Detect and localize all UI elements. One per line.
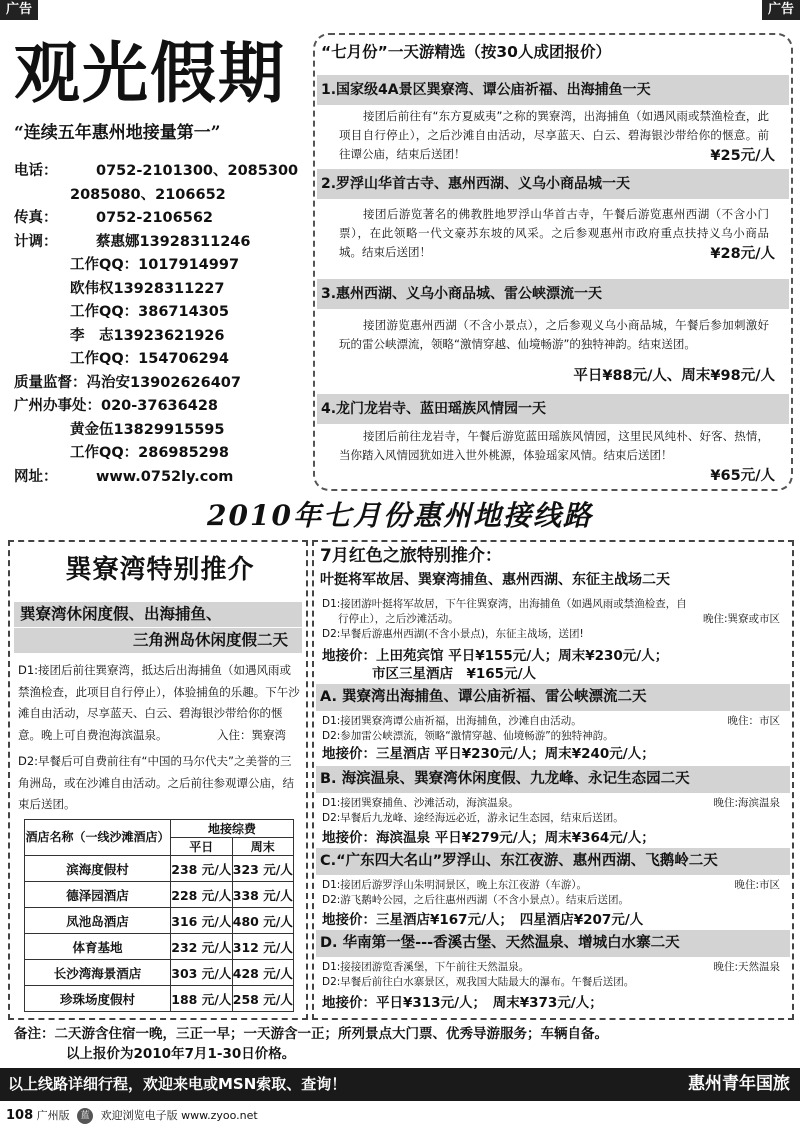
remarks-line: 备注：二天游含住宿一晚，三正一早；一天游含一正；所列景点大门票、优秀导游服务；车辆自备。 <box>14 1026 608 1042</box>
contact-value: 2085080、2106652 <box>70 186 226 203</box>
footer-agency: 惠州青年国旅 <box>688 1074 790 1094</box>
route-day2: D2:早餐后九龙峰、途经海远必近，游永记生态园，结束后送团。 <box>322 812 624 824</box>
route-day1-text: D1:接接团游览香溪堡，下午前往天然温泉。 <box>322 961 530 973</box>
route-title: B. 海滨温泉、巽寮湾休闲度假、九龙峰、永记生态园二天 <box>316 766 790 793</box>
contact-value: 工作QQ：154706294 <box>70 351 229 367</box>
route-day1-stay: 晚住:天然温泉 <box>713 961 780 973</box>
page-footer <box>0 1104 800 1128</box>
contact-value: 0752-2101300、2085300 <box>96 163 299 179</box>
day-tours-title: “七月份”一天游精选（按30人成团报价） <box>321 43 611 61</box>
route-day1-stay: 晚住:市区 <box>734 879 780 891</box>
table-header-price: 地接综费 <box>171 820 294 838</box>
xunliao-panel <box>8 540 308 1020</box>
table-row <box>25 986 294 1012</box>
hotel-weekday-cell: 228 元/人 <box>171 882 232 908</box>
hotel-name-cell: 凤池岛酒店 <box>25 908 171 934</box>
hotel-weekday-cell: 316 元/人 <box>171 908 232 934</box>
day-route-desc: 接团后前往龙岩寺，午餐后游览蓝田瑶族风情园，这里民风纯朴、好客、热情，当你踏入风情园犹如进入世外桃源，体验瑶家风情。结束后送团！ <box>339 429 769 462</box>
table-row <box>25 908 294 934</box>
hotel-weekend-cell: 428 元/人 <box>232 960 293 986</box>
hotel-weekday-cell: 303 元/人 <box>171 960 232 986</box>
brand-name: 观光假期 <box>14 34 286 112</box>
route-day2: D2:参加雷公峡漂流，领略“激情穿越、仙境畅游”的独特神韵。 <box>322 730 614 742</box>
contact-value: 欧伟权13928311227 <box>70 280 225 297</box>
day-route-title: 4.龙门龙岩寺、蓝田瑶族风情园一天 <box>317 394 789 424</box>
day-route-price: ¥28元/人 <box>710 246 775 262</box>
route-day1 <box>322 878 782 893</box>
contact-value: 冯治安13902626407 <box>86 374 241 391</box>
contact-line <box>14 160 312 184</box>
remarks-line: 以上报价为2010年7月1-30日价格。 <box>66 1046 296 1062</box>
contact-value: www.0752ly.com <box>96 468 234 485</box>
contact-value: 工作QQ：1017914997 <box>70 257 240 273</box>
red-tour-price: 地接价：上田苑宾馆 平日¥155元/人；周末¥230元/人； <box>322 648 669 664</box>
route-day2: D2:早餐后前往白水寨景区，观我国大陆最大的瀑布。午餐后送团。 <box>322 976 635 988</box>
red-tour-price: 市区三星酒店 ¥165元/人 <box>372 666 537 682</box>
hotel-name-cell: 珍珠场度假村 <box>25 986 171 1012</box>
footer-bar <box>0 1068 800 1101</box>
hotel-weekday-cell: 188 元/人 <box>171 986 232 1012</box>
day-route-price: 平日¥88元/人、周末¥98元/人 <box>573 368 775 384</box>
ad-tag-right: 广告 <box>762 0 800 20</box>
route-title: C.“广东四大名山”罗浮山、东江夜游、惠州西湖、飞鹅岭二天 <box>316 848 790 875</box>
route-day1-stay: 晚住:海滨温泉 <box>713 797 780 809</box>
table-header-hotel: 酒店名称（一线沙滩酒店） <box>25 820 171 856</box>
contact-value: 工作QQ：286985298 <box>70 445 229 461</box>
contact-line <box>14 372 312 396</box>
contact-label: 计调： <box>14 233 58 250</box>
site-link[interactable]: 欢迎浏览电子版 www.zyoo.net <box>100 1109 258 1122</box>
day-route-title: 2.罗浮山华首古寺、惠州西湖、义乌小商品城一天 <box>317 169 789 199</box>
contact-label: 传真： <box>14 210 58 226</box>
contact-line <box>14 184 312 208</box>
red-tour-day1-text: 行停止），之后沙滩活动。 <box>338 613 459 625</box>
route-day2: D2:游飞鹅岭公园，之后往惠州西湖（不含小景点）。结束后送团。 <box>322 894 630 906</box>
contact-value: 020-37636428 <box>101 398 218 414</box>
route-day1-text: D1:接团巽寮捕鱼、沙滩活动，海滨温泉。 <box>322 797 519 809</box>
day-route-desc: 接团后前往有“东方夏威夷”之称的巽寮湾，出海捕鱼（如遇风雨或禁渔检查，此项目自行停止），之后沙滩自由活动，尽享蓝天、白云、碧海银沙带给你的惬意。前往谭公庙，结束后送团！ <box>339 109 769 161</box>
contact-label: 质量监督： <box>14 374 87 391</box>
day-route-price: ¥65元/人 <box>710 468 775 484</box>
brand-slogan: “连续五年惠州地接量第一” <box>14 123 221 143</box>
table-header-weekend: 周末 <box>232 838 293 856</box>
red-tour-day1: D1:接团游叶挺将军故居，下午往巽寮湾，出海捕鱼（如遇风雨或禁渔检查，自 <box>322 598 687 610</box>
page-number: 108 <box>6 1108 34 1123</box>
route-price: 地接价：平日¥313元/人； 周末¥373元/人； <box>322 995 603 1011</box>
day-route-desc: 接团游览惠州西湖（不含小景点），之后参观义乌小商品城，午餐后参加刺激好玩的雷公峡漂流，领略“激情穿越、仙境畅游”的独特神韵。结束送团。 <box>339 318 769 351</box>
hotel-name-cell: 体育基地 <box>25 934 171 960</box>
contact-label: 网址： <box>14 468 58 485</box>
contact-value: 0752-2106562 <box>96 210 213 226</box>
contact-line <box>14 278 312 302</box>
hotel-weekend-cell: 258 元/人 <box>232 986 293 1012</box>
route-title: D. 华南第一堡---香溪古堡、天然温泉、增城白水寨二天 <box>316 930 790 957</box>
xunliao-bar: 巽寮湾休闲度假、出海捕鱼、 <box>14 602 302 627</box>
route-day1 <box>322 960 782 975</box>
route-day1-text: D1:接团巽寮湾谭公庙祈福，出海捕鱼，沙滩自由活动。 <box>322 715 582 727</box>
route-title: A. 巽寮湾出海捕鱼、谭公庙祈福、雷公峡漂流二天 <box>316 684 790 711</box>
contact-line <box>14 419 312 443</box>
hotel-weekday-cell: 232 元/人 <box>171 934 232 960</box>
route-day1-text: D1:接团后游罗浮山朱明洞景区，晚上东江夜游（车游）。 <box>322 879 588 891</box>
xunliao-day1-stay: 入住：巽寮湾 <box>217 728 286 742</box>
day-tours-panel <box>313 33 793 491</box>
contact-line <box>14 442 312 466</box>
contact-line <box>14 231 312 255</box>
contact-line <box>14 254 312 278</box>
contact-line <box>14 395 312 419</box>
ad-tag-left: 广告 <box>0 0 38 20</box>
route-price: 地接价：海滨温泉 平日¥279元/人；周末¥364元/人； <box>322 830 655 846</box>
contact-value: 工作QQ：386714305 <box>70 304 229 320</box>
hotel-weekend-cell: 338 元/人 <box>232 882 293 908</box>
red-tour-title: 7月红色之旅特别推介： <box>320 546 502 566</box>
contact-value: 黄金伍13829915595 <box>70 421 225 438</box>
red-tour-day1-cont <box>322 612 782 627</box>
contact-label: 广州办事处： <box>14 398 101 414</box>
day-route-title: 3.惠州西湖、义乌小商品城、雷公峡漂流一天 <box>317 279 789 309</box>
route-day1 <box>322 796 782 811</box>
xunliao-day1: D1:接团后前往巽寮湾，抵达后出海捕鱼（如遇风雨或禁渔检查，此项目自行停止），体验捕鱼的乐趣。下午沙滩自由活动，尽享蓝天、白云、碧海银沙带给你的惬意。晚上可自费泡海滨温泉。 <box>18 663 300 743</box>
contact-label: 电话： <box>14 163 58 179</box>
table-row <box>25 882 294 908</box>
day-route-price: ¥25元/人 <box>710 148 775 164</box>
hotel-name-cell: 滨海度假村 <box>25 856 171 882</box>
red-tour-subtitle: 叶挺将军故居、巽寮湾捕鱼、惠州西湖、东征主战场二天 <box>320 572 670 588</box>
xunliao-day2: D2:早餐后可自费前往有“中国的马尔代夫”之美誉的三角洲岛，或在沙滩自由活动。之后前往参观谭公庙，结束后送团。 <box>18 754 294 812</box>
xunliao-title: 巽寮湾特别推介 <box>65 555 255 585</box>
route-price: 地接价：三星酒店 平日¥230元/人；周末¥240元/人； <box>322 746 655 762</box>
route-day1-stay: 晚住：市区 <box>727 715 780 727</box>
table-row <box>25 960 294 986</box>
hotel-weekend-cell: 323 元/人 <box>232 856 293 882</box>
red-tour-day2: D2:早餐后游惠州西湖(不含小景点)，东征主战场，送团! <box>322 628 584 640</box>
edition-label: 广州版 <box>36 1109 70 1122</box>
contact-list <box>14 160 312 489</box>
hotel-weekend-cell: 480 元/人 <box>232 908 293 934</box>
hotel-weekend-cell: 312 元/人 <box>232 934 293 960</box>
publication-logo-icon: 蓝 <box>77 1108 93 1124</box>
route-day1 <box>322 714 782 729</box>
contact-line <box>14 325 312 349</box>
hotel-name-cell: 长沙湾海景酒店 <box>25 960 171 986</box>
contact-line <box>14 207 312 231</box>
red-tour-day1-stay: 晚住:巽寮或市区 <box>702 613 780 625</box>
table-header-weekday: 平日 <box>171 838 232 856</box>
route-price: 地接价：三星酒店¥167元/人； 四星酒店¥207元/人 <box>322 912 644 928</box>
hotel-rows <box>25 856 294 1012</box>
contact-value: 李 志13923621926 <box>70 327 225 344</box>
table-row <box>25 856 294 882</box>
remarks <box>14 1024 794 1064</box>
hotel-price-table <box>24 819 294 1012</box>
hotel-name-cell: 德泽园酒店 <box>25 882 171 908</box>
hotel-weekday-cell: 238 元/人 <box>171 856 232 882</box>
xunliao-bar: 三角洲岛休闲度假二天 <box>14 628 302 653</box>
two-day-panel <box>312 540 794 1020</box>
table-row <box>25 934 294 960</box>
contact-line <box>14 348 312 372</box>
contact-value: 蔡惠娜13928311246 <box>96 233 251 250</box>
day-route-desc: 接团后游览著名的佛教胜地罗浮山华首古寺，午餐后游览惠州西湖（不含小门票），在此领略一代文豪苏东坡的风采。之后参观惠州市政府重点扶持义乌小商品城。结束后送团！ <box>339 207 769 259</box>
contact-line <box>14 301 312 325</box>
day-route-title: 1.国家级4A景区巽寮湾、谭公庙祈福、出海捕鱼一天 <box>317 75 789 105</box>
section-banner: 2010年七月份惠州地接线路 <box>207 499 593 532</box>
footer-message: 以上线路详细行程，欢迎来电或MSN索取、查询！ <box>8 1075 347 1093</box>
contact-line <box>14 466 312 490</box>
